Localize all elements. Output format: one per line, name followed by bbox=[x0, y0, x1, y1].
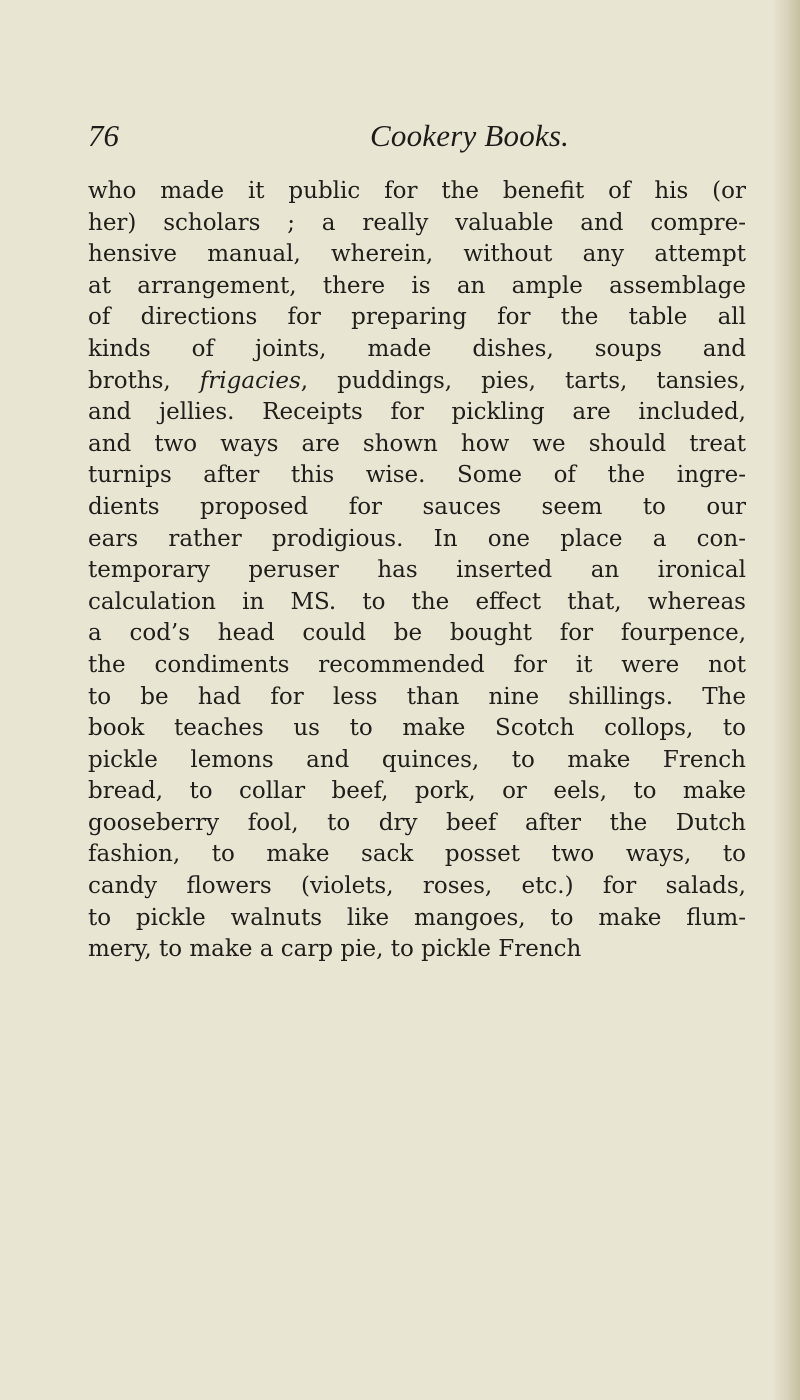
text-line: and jellies. Receipts for pickling are included, bbox=[88, 399, 746, 426]
text-line: a cod’s head could be bought for fourpence, bbox=[88, 620, 746, 647]
text-line: the condiments recommended for it were not bbox=[88, 651, 746, 678]
text-line: to pickle walnuts like mangoes, to make flum- bbox=[88, 904, 746, 931]
text-line: pickle lemons and quinces, to make French bbox=[88, 746, 746, 773]
text-line: bread, to collar beef, pork, or eels, to make bbox=[88, 778, 746, 805]
text-line: turnips after this wise. Some of the ingre- bbox=[88, 462, 746, 489]
text-line: of directions for preparing for the table all bbox=[88, 304, 746, 331]
page-edge-shadow bbox=[774, 0, 800, 1400]
italic-term: frigacies bbox=[199, 367, 301, 394]
text-line-segment: broths, bbox=[88, 367, 200, 394]
body-text bbox=[88, 176, 746, 966]
text-line: gooseberry fool, to dry beef after the Dutch bbox=[88, 809, 746, 836]
running-title: Cookery Books. bbox=[370, 118, 570, 153]
text-line: book teaches us to make Scotch collops, to bbox=[88, 715, 746, 742]
text-line: ears rather prodigious. In one place a con- bbox=[88, 525, 746, 552]
text-line bbox=[88, 366, 746, 398]
text-line: and two ways are shown how we should treat bbox=[88, 430, 746, 457]
text-line: fashion, to make sack posset two ways, to bbox=[88, 841, 746, 868]
text-line: to be had for less than nine shillings. The bbox=[88, 683, 746, 710]
text-line: calculation in MS. to the effect that, whereas bbox=[88, 588, 746, 615]
text-line: temporary peruser has inserted an ironical bbox=[88, 557, 746, 584]
text-line: her) scholars ; a really valuable and compre- bbox=[88, 209, 746, 236]
text-line: at arrangement, there is an ample assemblage bbox=[88, 272, 746, 299]
page-number: 76 bbox=[88, 118, 119, 153]
text-line: dients proposed for sauces seem to our bbox=[88, 493, 746, 520]
text-line-segment: , puddings, pies, tarts, tansies, bbox=[300, 367, 746, 394]
text-line: mery, to make a carp pie, to pickle French bbox=[88, 936, 582, 963]
text-line: who made it public for the benefit of his (or bbox=[88, 178, 746, 204]
text-line: hensive manual, wherein, without any attempt bbox=[88, 241, 746, 268]
text-line: kinds of joints, made dishes, soups and bbox=[88, 335, 746, 362]
running-header bbox=[88, 118, 748, 158]
text-line: candy flowers (violets, roses, etc.) for salads, bbox=[88, 873, 746, 900]
